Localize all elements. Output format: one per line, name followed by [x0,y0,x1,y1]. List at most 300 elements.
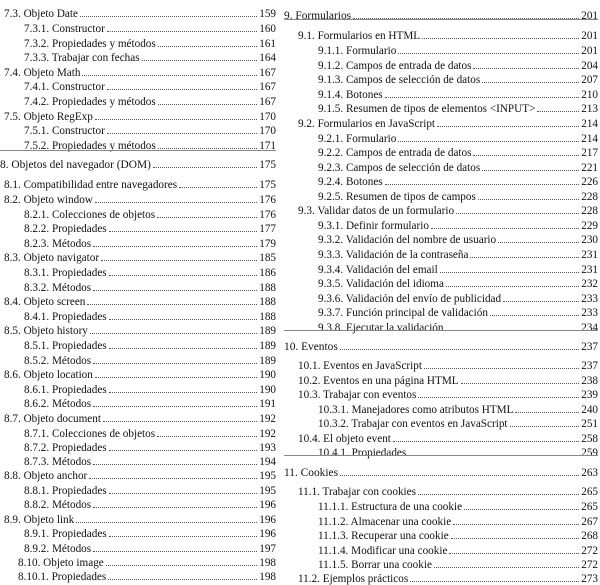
toc-chapter-entry [284,465,598,479]
toc-page-number: 214 [581,133,598,145]
toc-entry-title: 8.2. Objeto window [4,194,93,206]
dot-leader [80,16,257,17]
toc-entry-title: 8.10.1. Propiedades [18,571,107,583]
toc-entry-title: 8.6.2. Métodos [24,398,92,410]
dot-leader [424,368,579,369]
toc-entry-title: 7.3.2. Propiedades y métodos [24,38,156,50]
dot-leader [93,363,257,364]
toc-page-number: 167 [259,67,276,79]
toc-subsection-entry [0,497,276,511]
toc-entry-title: 11.1.5. Borrar una cookie [318,559,432,571]
toc-section-entry [0,250,276,264]
toc-page-number: 268 [581,530,598,542]
toc-page-number: 195 [259,485,276,497]
toc-chapter-entry [284,339,598,353]
toc-entry-title: 8.6.1. Propiedades [24,384,107,396]
toc-page-number: 231 [581,264,598,276]
toc-subsection-entry [284,218,598,232]
toc-subsection-entry [284,189,598,203]
toc-page-number: 263 [581,467,598,479]
dot-leader [106,565,257,566]
toc-page-number: 190 [259,369,276,381]
toc-subsection-entry [0,454,276,468]
toc-page-number: 196 [259,499,276,511]
dot-leader [385,184,580,185]
toc-entry-title: 7.3.3. Trabajar con fechas [24,52,140,64]
toc-section-entry [0,65,276,79]
dot-leader [93,246,257,247]
chapter-divider [284,455,598,456]
toc-subsection-entry [284,276,598,290]
toc-subsection-entry [0,207,276,221]
dot-leader [473,155,579,156]
dot-leader [101,260,257,261]
toc-entry-title: 8.2.1. Colecciones de objetos [24,209,156,221]
toc-page-number: 238 [581,375,598,387]
toc-page-number: 189 [259,355,276,367]
toc-page-number: 188 [259,282,276,294]
dot-leader [446,286,579,287]
toc-entry-title: 8.4. Objeto screen [4,296,86,308]
toc-page-number: 201 [581,30,598,42]
dot-leader [510,426,580,427]
toc-entry-title: 8.5. Objeto history [4,325,88,337]
dot-leader [418,494,579,495]
toc-entry-title: 9.3.6. Validación del envío de publicidad [318,293,502,305]
dot-leader [109,348,258,349]
dot-leader [93,507,257,508]
toc-subsection-entry [284,174,598,188]
dot-leader [434,567,579,568]
toc-subsection-entry [0,79,276,93]
toc-subsection-entry [0,483,276,497]
toc-page-number: 232 [581,278,598,290]
toc-page-number: 197 [259,543,276,555]
toc-entry-title: 11.1. Trabajar con cookies [298,486,416,498]
toc-page-number: 188 [259,296,276,308]
toc-entry-title: 10.4.1. Propiedades [318,447,407,459]
dot-leader [456,213,579,214]
dot-leader [418,397,579,398]
toc-entry-title: 8.5.2. Métodos [24,355,92,367]
toc-page-number: 273 [581,573,598,585]
toc-entry-title: 10.3. Trabajar con eventos [298,389,417,401]
toc-page-number: 195 [259,470,276,482]
toc-entry-title: 9.1.1. Formulario [318,45,397,57]
toc-page-number: 228 [581,205,598,217]
toc-subsection-entry [284,528,598,542]
toc-page-number: 233 [581,307,598,319]
toc-subsection-entry [0,382,276,396]
toc-section-entry [284,203,598,217]
toc-entry-title: 11.1.2. Almacenar una cookie [318,516,452,528]
dot-leader [158,46,257,47]
dot-leader [473,68,579,69]
toc-subsection-entry [284,43,598,57]
toc-section-entry [284,373,598,387]
toc-subsection-entry [284,131,598,145]
toc-entry-title: 10.4. El objeto event [298,433,391,445]
toc-page-number: 186 [259,267,276,279]
toc-entry-title: 10.3.1. Manejadores como atributos HTML [318,404,514,416]
toc-entry-title: 8.2.3. Métodos [24,238,92,250]
toc-page-number: 265 [581,501,598,513]
toc-subsection-entry [284,58,598,72]
toc-page-number: 177 [259,223,276,235]
toc-entry-title: 8.4.1. Propiedades [24,311,107,323]
dot-leader [398,141,579,142]
chapter-divider [284,330,598,331]
toc-entry-title: 9.3.5. Validación del idioma [318,278,444,290]
toc-section-entry [0,294,276,308]
toc-page-number: 230 [581,234,598,246]
dot-leader [93,290,257,291]
toc-entry-title: 9.2.1. Formulario [318,133,397,145]
toc-entry-title: 8.9.1. Propiedades [24,528,107,540]
dot-leader [157,217,257,218]
toc-page-number: 188 [259,311,276,323]
toc-subsection-entry [284,416,598,430]
toc-entry-title: 9.1.5. Resumen de tipos de elementos <INPUT> [318,103,536,115]
dot-leader [482,82,579,83]
toc-subsection-entry [0,353,276,367]
toc-entry-title: 8.9. Objeto link [4,514,75,526]
toc-entry-title: 8.6. Objeto location [4,369,93,381]
toc-entry-title: 8.8.2. Métodos [24,499,92,511]
toc-page-number: 170 [259,111,276,123]
toc-subsection-entry [284,514,598,528]
toc-section-entry [284,116,598,130]
toc-page-number: 198 [259,571,276,583]
dot-leader [393,441,579,442]
toc-subsection-entry [0,396,276,410]
toc-page-number: 234 [581,322,598,334]
toc-entry-title: 9.3.8. Ejecutar la validación [318,322,444,334]
toc-entry-title: 7.3. Objeto Date [4,8,78,20]
toc-entry-title: 10.3.2. Trabajar con eventos en JavaScript [318,418,508,430]
dot-leader [410,581,579,582]
toc-entry-title: 7.5. Objeto RegExp [4,111,93,123]
toc-entry-title: 8.7.2. Propiedades [24,442,107,454]
dot-leader [142,60,258,61]
toc-entry-title: 9.2.2. Campos de entrada de datos [318,147,472,159]
toc-entry-title: 7.4.2. Propiedades y métodos [24,96,156,108]
toc-page-number: 207 [581,74,598,86]
toc-subsection-entry [284,87,598,101]
toc-page-number: 272 [581,545,598,557]
dot-leader [537,111,579,112]
toc-section-entry [0,177,276,191]
toc-entry-title: 8.7. Objeto document [4,413,101,425]
toc-subsection-entry [284,557,598,571]
toc-subsection-entry [284,262,598,276]
toc-page-number: 237 [581,341,598,353]
toc-entry-title: 9.3.3. Validación de la contraseña [318,249,469,261]
toc-page-number: 239 [581,389,598,401]
toc-page-number: 214 [581,118,598,130]
toc-section-entry [0,109,276,123]
toc-entry-title: 9.2. Formularios en JavaScript [298,118,436,130]
dot-leader [93,406,257,407]
toc-page-number: 265 [581,486,598,498]
toc-entry-title: 10.1. Eventos en JavaScript [298,360,422,372]
dot-leader [103,421,257,422]
dot-leader [453,524,579,525]
toc-entry-title: 11.2. Ejemplos prácticos [298,573,409,585]
toc-section-entry [0,323,276,337]
dot-leader [340,349,579,350]
toc-entry-title: 9.1.2. Campos de entrada de datos [318,60,472,72]
chapter-divider [284,19,598,20]
dot-leader [76,522,257,523]
dot-leader [107,89,257,90]
dot-leader [109,392,258,393]
toc-subsection-entry [0,36,276,50]
dot-leader [179,187,257,188]
dot-leader [515,412,579,413]
toc-subsection-entry [0,526,276,540]
toc-section-entry [0,367,276,381]
toc-entry-title: 8.7.1. Colecciones de objetos [24,428,156,440]
dot-leader [482,170,579,171]
dot-leader [95,377,257,378]
dot-leader [422,38,579,39]
toc-subsection-entry [0,265,276,279]
dot-leader [108,579,257,580]
dot-leader [95,119,257,120]
toc-entry-title: 8. Objetos del navegador (DOM) [0,159,151,171]
toc-entry-title: 7.3.1. Constructor [24,23,105,35]
toc-page-number: 233 [581,293,598,305]
toc-page-number: 251 [581,418,598,430]
dot-leader [431,228,579,229]
toc-entry-title: 9.1.4. Botones [318,89,383,101]
dot-leader [82,75,257,76]
toc-section-entry [284,387,598,401]
dot-leader [449,553,579,554]
toc-subsection-entry [284,543,598,557]
toc-entry-title: 8.2.2. Propiedades [24,223,107,235]
toc-page-number: 231 [581,249,598,261]
toc-page-number: 201 [581,45,598,57]
toc-subsection-entry [0,94,276,108]
toc-section-entry [284,484,598,498]
dot-leader [158,148,257,149]
toc-subsection-entry [284,247,598,261]
toc-entry-title: 8.8.1. Propiedades [24,485,107,497]
toc-page-number: 258 [581,433,598,445]
toc-page-number: 240 [581,404,598,416]
dot-leader [109,450,258,451]
toc-section-entry [0,6,276,20]
toc-entry-title: 9.2.5. Resumen de tipos de campos [318,191,476,203]
dot-leader [490,315,579,316]
toc-page-number: 228 [581,191,598,203]
toc-page-number: 196 [259,528,276,540]
toc-entry-title: 7.5.2. Propiedades y métodos [24,140,156,152]
dot-leader [461,383,580,384]
toc-entry-title: 8.8. Objeto anchor [4,470,88,482]
dot-leader [93,551,257,552]
toc-entry-title: 9.3. Validar datos de un formulario [298,205,455,217]
dot-leader [109,319,258,320]
toc-entry-title: 9.1. Formularios en HTML [298,30,421,42]
toc-subsection-entry [0,440,276,454]
toc-entry-title: 7.5.1. Constructor [24,125,105,137]
toc-subsection-entry [0,123,276,137]
dot-leader [109,231,258,232]
toc-page-number: 259 [581,447,598,459]
toc-subsection-entry [284,101,598,115]
toc-page-number: 160 [259,23,276,35]
toc-page-number: 179 [259,238,276,250]
dot-leader [109,275,258,276]
dot-leader [95,202,257,203]
toc-page-number: 159 [259,8,276,20]
toc-page-number: 217 [581,147,598,159]
toc-page-number: 196 [259,514,276,526]
toc-entry-title: 11.1.3. Recuperar una cookie [318,530,449,542]
toc-page-number: 192 [259,413,276,425]
toc-page-number: 164 [259,52,276,64]
toc-subsection-entry [284,160,598,174]
toc-entry-title: 8.3. Objeto navigator [4,252,100,264]
toc-page-number: 170 [259,125,276,137]
dot-leader [385,97,580,98]
dot-leader [464,509,579,510]
toc-page-number: 204 [581,60,598,72]
dot-leader [90,333,257,334]
toc-entry-title: 8.10. Objeto image [18,557,104,569]
toc-section-entry [0,555,276,569]
toc-page-number: 175 [259,159,276,171]
dot-leader [87,304,257,305]
toc-entry-title: 8.3.1. Propiedades [24,267,107,279]
toc-section-entry [0,512,276,526]
toc-subsection-entry [284,445,598,459]
toc-page-number: 226 [581,176,598,188]
toc-entry-title: 11.1.4. Modificar una cookie [318,545,448,557]
toc-entry-title: 9.3.7. Función principal de validación [318,307,488,319]
toc-entry-title: 10.2. Eventos en una página HTML [298,375,459,387]
toc-subsection-entry [0,569,276,583]
toc-page-number: 191 [259,398,276,410]
dot-leader [109,493,258,494]
toc-entry-title: 9.3.4. Validación del email [318,264,438,276]
toc-page-number: 221 [581,162,598,174]
toc-subsection-entry [284,145,598,159]
toc-section-entry [0,468,276,482]
toc-entry-title: 11. Cookies [284,467,338,479]
toc-page-number: 198 [259,557,276,569]
toc-subsection-entry [284,291,598,305]
toc-entry-title: 7.4.1. Constructor [24,81,105,93]
toc-subsection-entry [0,338,276,352]
dot-leader [503,301,579,302]
dot-leader [478,199,579,200]
toc-section-entry [284,358,598,372]
toc-section-entry [0,411,276,425]
toc-entry-title: 8.5.1. Propiedades [24,340,107,352]
toc-page-number: 201 [581,10,598,22]
toc-entry-title: 9.3.2. Validación del nombre de usuario [318,234,497,246]
toc-page-number: 190 [259,384,276,396]
toc-entry-title: 9.2.4. Botones [318,176,383,188]
toc-page-number: 213 [581,103,598,115]
dot-leader [340,475,579,476]
toc-page-number: 237 [581,360,598,372]
toc-subsection-entry [0,50,276,64]
dot-leader [107,31,257,32]
toc-subsection-entry [284,320,598,334]
dot-leader [398,53,579,54]
toc-entry-title: 7.4. Objeto Math [4,67,81,79]
toc-subsection-entry [0,280,276,294]
toc-page-number: 176 [259,194,276,206]
toc-entry-title: 9.3.1. Definir formulario [318,220,429,232]
toc-page-number: 189 [259,325,276,337]
toc-subsection-entry [284,305,598,319]
toc-page-number: 185 [259,252,276,264]
toc-page-number: 176 [259,209,276,221]
toc-page-number: 272 [581,559,598,571]
toc-page-number: 210 [581,89,598,101]
toc-section-entry [0,192,276,206]
dot-leader [89,478,257,479]
toc-page-number: 229 [581,220,598,232]
dot-leader [440,272,580,273]
toc-entry-title: 8.7.3. Métodos [24,456,92,468]
toc-entry-title: 11.1.1. Estructura de una cookie [318,501,463,513]
toc-page-number: 161 [259,38,276,50]
toc-subsection-entry [284,499,598,513]
dot-leader [158,104,257,105]
toc-subsection-entry [0,309,276,323]
toc-subsection-entry [284,232,598,246]
dot-leader [153,167,257,168]
dot-leader [498,242,579,243]
toc-subsection-entry [284,402,598,416]
dot-leader [437,126,579,127]
toc-subsection-entry [0,541,276,555]
chapter-divider [0,150,276,151]
toc-section-entry [284,431,598,445]
toc-page-number: 167 [259,96,276,108]
toc-entry-title: 9.2.3. Campos de selección de datos [318,162,481,174]
toc-page-number: 167 [259,81,276,93]
toc-subsection-entry [284,72,598,86]
toc-entry-title: 8.3.2. Métodos [24,282,92,294]
toc-entry-title: 9. Formularios [284,10,352,22]
toc-subsection-entry [0,221,276,235]
toc-page-number: 193 [259,442,276,454]
toc-entry-title: 8.9.2. Métodos [24,543,92,555]
toc-section-entry [284,28,598,42]
toc-page-number: 175 [259,179,276,191]
dot-leader [451,538,580,539]
toc-page-number: 267 [581,516,598,528]
toc-subsection-entry [0,426,276,440]
toc-page-number: 194 [259,456,276,468]
toc-entry-title: 8.1. Compatibilidad entre navegadores [4,179,178,191]
dot-leader [157,436,257,437]
toc-chapter-entry [0,157,276,171]
dot-leader [470,257,579,258]
dot-leader [107,133,257,134]
toc-page-number: 192 [259,428,276,440]
toc-subsection-entry [0,21,276,35]
toc-page-number: 189 [259,340,276,352]
